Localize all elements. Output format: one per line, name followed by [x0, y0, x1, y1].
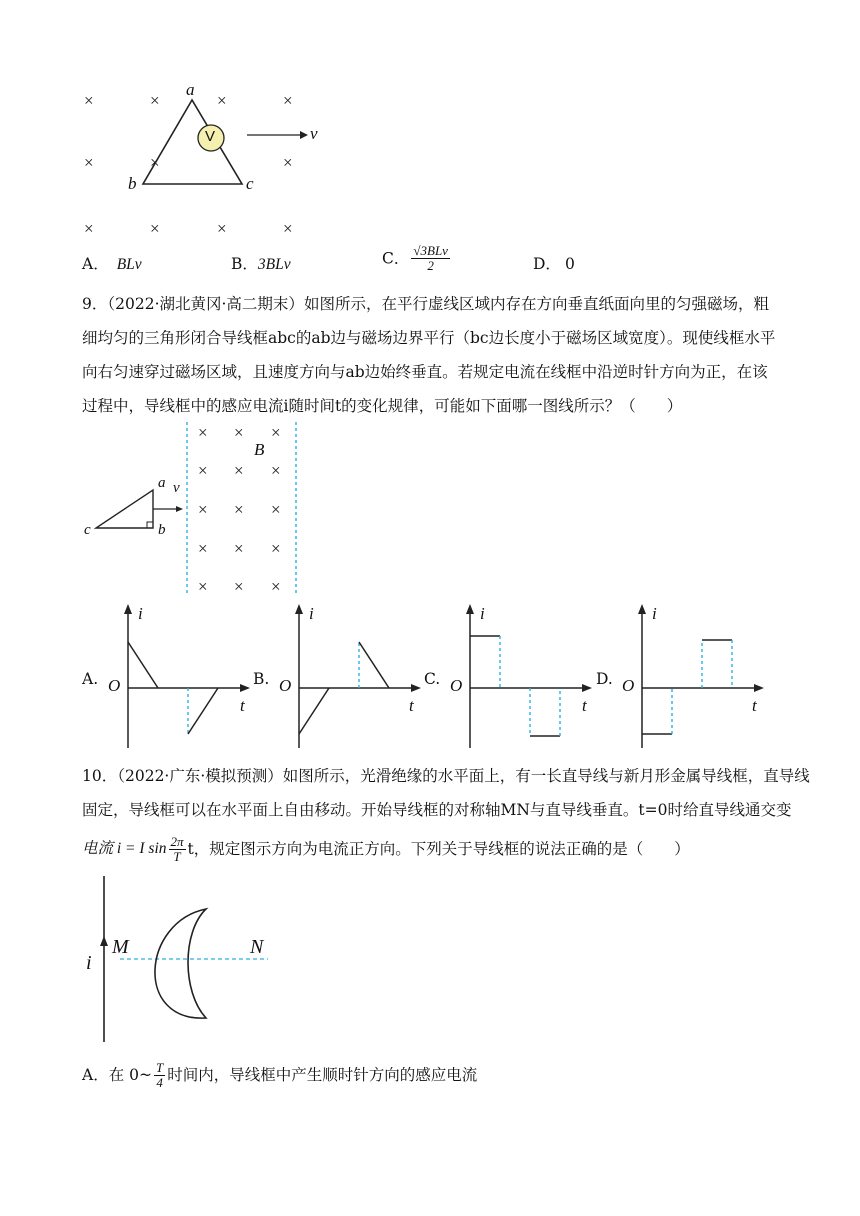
triangle-frame: [96, 490, 153, 528]
option-b[interactable]: B．3BLv: [231, 255, 291, 273]
label-c: c: [246, 174, 254, 193]
svg-text:×: ×: [84, 91, 94, 110]
current-arrow-icon: [100, 936, 108, 946]
q10-diagram: [82, 872, 282, 1052]
svg-text:×: ×: [234, 577, 244, 596]
svg-text:×: ×: [271, 461, 281, 480]
svg-text:×: ×: [198, 577, 208, 596]
svg-text:×: ×: [217, 219, 227, 238]
q10-option-a[interactable]: A． 在 0~ $\frac{T}{4}$ 时间内，导线框中产生顺时针方向的感应电流: [82, 1059, 478, 1090]
magnetic-field-crosses: [198, 423, 281, 596]
label-b: b: [128, 174, 137, 193]
q10-line-3: 电流 i = I sin $\frac{2\pi}{T}$ t，规定图示方向为电流正方向。下列关于导线框的说法正确的是（ ）: [82, 833, 690, 864]
option-c[interactable]: C． $\frac{\text{√3BLv}}{2}$: [382, 243, 448, 273]
magnetic-field-crosses: [84, 91, 293, 238]
svg-text:×: ×: [271, 539, 281, 558]
q10-line-1: 10．（2022·广东·模拟预测）如图所示，光滑绝缘的水平面上，有一长直导线与新月形金属导线框，直导线: [82, 767, 810, 785]
svg-text:×: ×: [198, 539, 208, 558]
label-b: b: [158, 522, 166, 538]
svg-text:×: ×: [217, 91, 227, 110]
label-N: N: [250, 936, 264, 958]
label-v: v: [310, 124, 318, 143]
svg-text:×: ×: [198, 461, 208, 480]
q9-diagram: [80, 420, 320, 600]
q8-diagram: [80, 80, 340, 245]
velocity-arrow-icon: [176, 506, 183, 512]
label-c: c: [84, 522, 91, 538]
svg-text:×: ×: [283, 219, 293, 238]
svg-text:×: ×: [234, 423, 244, 442]
label-v: v: [173, 480, 180, 496]
svg-text:×: ×: [84, 153, 94, 172]
label-i: i: [86, 952, 92, 974]
svg-text:×: ×: [283, 91, 293, 110]
option-a[interactable]: A． BLv: [82, 255, 142, 273]
svg-text:×: ×: [283, 153, 293, 172]
q8-figure: [80, 80, 340, 245]
svg-text:×: ×: [271, 577, 281, 596]
svg-text:×: ×: [271, 423, 281, 442]
label-a: a: [158, 475, 166, 491]
label-M: M: [112, 936, 129, 958]
svg-text:×: ×: [234, 500, 244, 519]
graph-d[interactable]: D. i O t: [596, 602, 766, 752]
q10-line-2: 固定，导线框可以在水平面上自由移动。开始导线框的对称轴MN与直导线垂直。t=0时给直导线通交变: [82, 801, 792, 819]
svg-text:×: ×: [271, 500, 281, 519]
svg-text:×: ×: [150, 91, 160, 110]
q9-figure: [80, 420, 320, 600]
q9-stem: 9．（2022·湖北黄冈·高二期末）如图所示，在平行虚线区域内存在方向垂直纸面向里的匀强磁场，粗细均匀的三角形闭合导线框abc的ab边与磁场边界平行（bc边长度小于磁场区域宽度）。现使线框水平向右匀速穿过磁场区域，且速度方向与ab边始终垂直。若规定电流在线框中沿逆时针方向为正，在该过程中，导线框中的感应电流i随时间t的变化规律，可能如下面哪一图线所示？（ ）: [82, 295, 776, 415]
svg-text:×: ×: [150, 153, 160, 172]
q10-figure: [82, 872, 282, 1052]
graph-a[interactable]: A. i O t: [82, 602, 252, 752]
crescent-frame: [155, 909, 206, 1018]
svg-text:×: ×: [84, 219, 94, 238]
svg-text:×: ×: [198, 500, 208, 519]
svg-text:×: ×: [234, 461, 244, 480]
voltmeter-label: V: [205, 128, 216, 145]
velocity-arrow-icon: [300, 131, 308, 139]
svg-text:×: ×: [150, 219, 160, 238]
option-d[interactable]: D． 0: [533, 255, 575, 273]
graph-c[interactable]: C. i O t: [424, 602, 594, 752]
label-a: a: [186, 80, 195, 99]
svg-text:×: ×: [234, 539, 244, 558]
svg-text:×: ×: [198, 423, 208, 442]
label-B: B: [254, 440, 265, 459]
graph-b[interactable]: B. i O t: [253, 602, 423, 752]
